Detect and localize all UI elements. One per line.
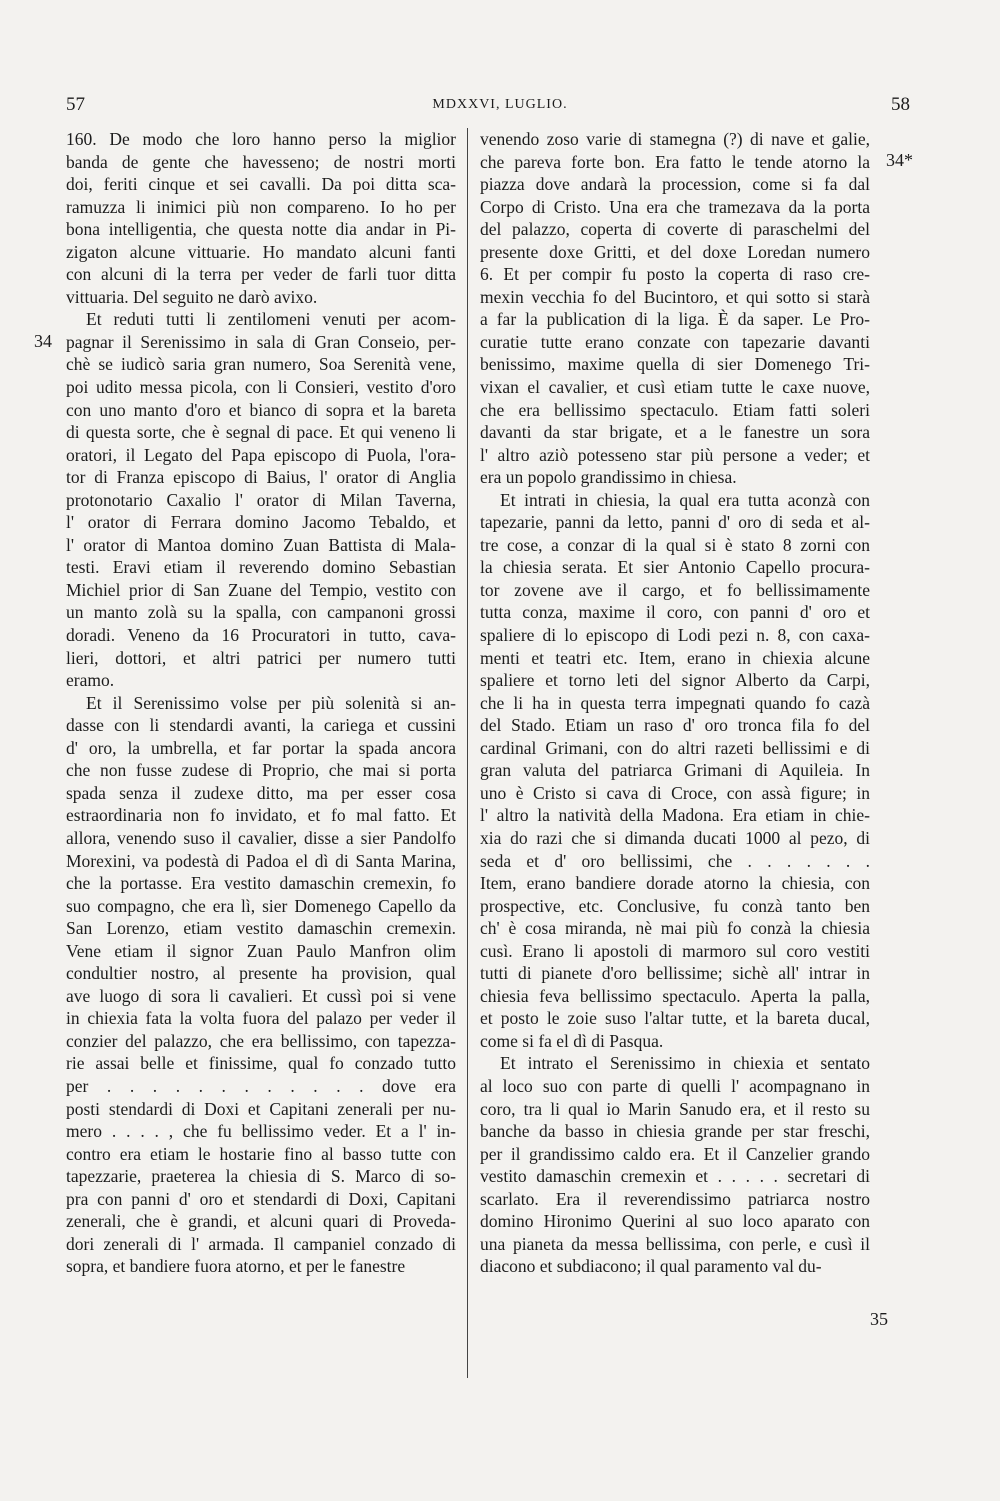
text-line: zigaton alcune vittuarie. Ho mandato alcuni fanti xyxy=(66,241,456,262)
text-line: un manto zolà su la spalla, con campanoni grossi xyxy=(66,602,456,623)
text-line: vixan el cavalier, et cusì etiam tutte le caxe nuove, xyxy=(480,377,870,398)
text-line: et posto le zoie suso l'altar tutte, et la bareta ducal, xyxy=(480,1008,870,1029)
text-line: tre cose, a conzar di la qual si è stato 8 zorni con xyxy=(480,534,870,555)
column-divider xyxy=(467,128,468,1378)
text-line: gran valuta del patriarca Grimani di Aquileia. In xyxy=(480,760,870,781)
text-line: benissimo, maxime quella di sier Domenego Tri- xyxy=(480,354,870,375)
text-line: dori zenerali di l' armada. Il campaniel conzado di xyxy=(66,1233,456,1254)
text-line: scarlato. Era il reverendissimo patriarca nostro xyxy=(480,1188,870,1209)
text-line: banda de gente che havesseno; de nostri morti xyxy=(66,151,456,172)
text-line: che li ha in questa terra impegnati quando fo cazà xyxy=(480,692,870,713)
text-line: per il grandissimo caldo era. Et il Canzelier grando xyxy=(480,1143,870,1164)
text-line: tapezarie, panni da letto, panni d' oro di seda et al- xyxy=(480,512,870,533)
text-line: Item, erano bandiere dorade atorno la chiesia, con xyxy=(480,873,870,894)
margin-number-left: 34 xyxy=(34,331,52,351)
text-line: San Lorenzo, etiam vestito damaschin cremexin. xyxy=(66,918,456,939)
text-line: che era bellissimo spectaculo. Etiam fatti soleri xyxy=(480,399,870,420)
text-line: tutti di pianete d'oro bellissime; sichè all' intrar in xyxy=(480,963,870,984)
text-line: in chiexia fata la volta fuora del palazo per veder il xyxy=(66,1008,456,1029)
text-line: poi udito messa picola, con li Consieri, vestito d'oro xyxy=(66,377,456,398)
text-line: Et intrato el Serenissimo in chiexia et sentato xyxy=(500,1053,870,1074)
text-line: a far la publication di la liga. È da saper. Le Pro- xyxy=(480,309,870,330)
text-line: vestito damaschin cremexin et . . . . . secretari di xyxy=(480,1166,870,1187)
text-line: Morexini, va podestà di Padoa el dì di Santa Marina, xyxy=(66,850,456,871)
text-line: con alcuni di la terra per veder de farli tuor ditta xyxy=(66,264,456,285)
text-line: d' oro, la umbrella, et far portar la spada ancora xyxy=(66,737,456,758)
text-line: pagnar il Serenissimo in sala di Gran Conseio, per- xyxy=(66,331,456,352)
text-line: tor di Franza episcopo di Baius, l' orator di Anglia xyxy=(66,467,456,488)
text-line: spaliere di lo episcopo di Lodi pezi n. 8, con caxa- xyxy=(480,625,870,646)
text-line: protonotario Caxalio l' orator di Milan Taverna, xyxy=(66,489,456,510)
text-line: di questa sorte, che è segnal di pace. Et qui veneno li xyxy=(66,422,456,443)
text-line: contro era etiam le hostarie fino al basso tutte con xyxy=(66,1143,456,1164)
text-line: cusì. Erano li apostoli di marmoro sul coro vestiti xyxy=(480,940,870,961)
right-column xyxy=(480,128,870,1278)
text-line: una pianeta da messa bellissima, con perle, e cusì il xyxy=(480,1233,870,1254)
text-line: condultier nostro, al presente ha provision, qual xyxy=(66,963,456,984)
text-line: curatie tutte erano conzate con tapezarie davanti xyxy=(480,331,870,352)
text-line: Corpo di Cristo. Una era che tramezava da la porta xyxy=(480,196,870,217)
text-line: allora, venendo suso il cavalier, disse a sier Pandolfo xyxy=(66,827,456,848)
text-line: venendo zoso varie di stamegna (?) di nave et galie, xyxy=(480,129,870,149)
text-line: oratori, il Legato del Papa episcopo di Puola, l'ora- xyxy=(66,444,456,465)
text-line: sopra, et bandiere fuora atorno, et per le fanestre xyxy=(66,1256,406,1277)
page-number-left: 57 xyxy=(66,94,85,115)
text-line: doradi. Veneno da 16 Procuratori in tutto, cava- xyxy=(66,625,456,646)
text-line: Et intrati in chiesia, la qual era tutta aconzà con xyxy=(500,489,870,510)
margin-number-right-34: 34* xyxy=(886,150,913,170)
text-line: eramo. xyxy=(66,670,115,691)
text-line: che non fusse zudese di Proprio, che mai si porta xyxy=(66,760,456,781)
text-line: suo compagno, che era lì, sier Domenego Capello da xyxy=(66,895,456,916)
text-line: posti stendardi di Doxi et Capitani zenerali per nu- xyxy=(66,1098,456,1119)
text-line: lieri, dottori, et altri patrici per numero tutti xyxy=(66,647,456,668)
text-line: piazza dove andarà la procession, come si fa dal xyxy=(480,174,870,195)
text-line: menti et teatri etc. Item, erano in chiexia alcune xyxy=(480,647,870,668)
text-line: davanti da star brigate, et a le fanestre un sora xyxy=(480,422,870,443)
text-line: xia do razi che si dimanda ducati 1000 al pezo, di xyxy=(480,827,870,848)
text-line: tapezzarie, praeterea la chiesia di S. Marco di so- xyxy=(66,1166,456,1187)
text-line: ramuzza li inimici più non compareno. Io ho per xyxy=(66,196,456,217)
text-line: prospective, etc. Conclusive, fu conzà tanto ben xyxy=(480,895,870,916)
text-line: Michiel prior di San Zuane del Tempio, vestito con xyxy=(66,579,456,600)
text-line: bona intelligentia, che questa notte dia andar in Pi- xyxy=(66,219,456,240)
text-line: testi. Eravi etiam il reverendo domino Sebastian xyxy=(66,557,456,578)
text-line: presente doxe Gritti, et del doxe Loredan numero xyxy=(480,241,870,262)
text-line: mexin vecchia fo del Bucintoro, et qui sotto si starà xyxy=(480,286,870,307)
text-line: era un popolo grandissimo in chiesa. xyxy=(480,467,737,488)
text-line: domino Hironimo Querini al suo loco aparato con xyxy=(480,1211,870,1232)
text-line: al loco suo con parte di quelli l' acompagnano in xyxy=(480,1075,870,1096)
text-line: spaliere et torno leti del signor Alberto da Carpi, xyxy=(480,670,870,691)
text-line: del Stado. Etiam un raso d' oro tronca fila fo del xyxy=(480,715,870,736)
text-line: diacono et subdiacono; il qual paramento val du- xyxy=(480,1256,822,1277)
text-line: del palazzo, coperta di coverte di paraschelmi del xyxy=(480,219,870,240)
text-line: Vene etiam il signor Zuan Paulo Manfron olim xyxy=(66,940,456,961)
text-line: spada senza il zudexe ditto, ma per esser cosa xyxy=(66,782,456,803)
text-line: seda et d' oro bellissimi, che . . . . . . . xyxy=(480,850,870,871)
text-line: chè se iudicò saria gran numero, Soa Serenità vene, xyxy=(66,354,456,375)
text-line: l' altro la natività della Madona. Era etiam in chie- xyxy=(480,805,870,826)
text-line: 160. De modo che loro hanno perso la miglior xyxy=(66,129,456,149)
text-line: uno è Cristo si cava di Croce, con assà figure; in xyxy=(480,782,870,803)
text-line: che pareva forte bon. Era fatto le tende atorno la xyxy=(480,151,870,172)
text-line: tutta conza, maxime il coro, con panni d' oro et xyxy=(480,602,870,623)
text-line: mero . . . . , che fu bellissimo veder. Et a l' in- xyxy=(66,1121,456,1142)
text-line: Et reduti tutti li zentilomeni venuti per acom- xyxy=(86,309,456,330)
text-line: la chiesia serata. Et sier Antonio Capello procura- xyxy=(480,557,870,578)
text-line: cardinal Grimani, con do altri razeti bellissimi e di xyxy=(480,737,870,758)
text-line: l' orator di Mantoa domino Zuan Battista di Mala- xyxy=(66,534,456,555)
text-line: coro, tra li qual io Marin Sanudo era, et il resto su xyxy=(480,1098,870,1119)
text-line: che la portasse. Era vestito damaschin cremexin, fo xyxy=(66,873,456,894)
text-line: conzier del palazzo, che era bellissimo, con tapezza- xyxy=(66,1030,456,1051)
margin-number-right-35: 35 xyxy=(870,1309,888,1329)
text-line: Et il Serenissimo volse per più solenità si an- xyxy=(86,692,456,713)
running-title: MDXXVI, LUGLIO. xyxy=(432,97,568,112)
page-number-right: 58 xyxy=(891,94,910,115)
text-line: l' altro aziò potesseno star più persone a veder; et xyxy=(480,444,870,465)
text-line: chiesia feva bellissimo spectaculo. Aperta la palla, xyxy=(480,985,870,1006)
text-line: pra con panni d' oro et stendardi di Doxi, Capitani xyxy=(66,1188,456,1209)
text-line: doi, feriti cinque et sei cavalli. Da poi ditta sca- xyxy=(66,174,456,195)
text-line: estraordinaria non fo invidato, et fo mal fatto. Et xyxy=(66,805,456,826)
text-line: rie assai belle et finissime, qual fo conzado tutto xyxy=(66,1053,456,1074)
text-line: ave luogo di sora li cavalieri. Et cussì poi si vene xyxy=(66,985,456,1006)
text-line: dasse con li stendardi avanti, la cariega et cussini xyxy=(66,715,456,736)
text-line: per . . . . . . . . . . . . dove era xyxy=(66,1075,456,1096)
left-column xyxy=(66,128,456,1278)
text-line: tor zovene ave il cargo, et fo bellissimamente xyxy=(480,579,870,600)
text-line: con uno manto d'oro et bianco di sopra et la bareta xyxy=(66,399,456,420)
text-line: vittuaria. Del seguito ne darò avixo. xyxy=(66,286,318,307)
text-line: come si fa el dì di Pasqua. xyxy=(480,1030,664,1051)
text-line: ch' è cosa miranda, nè mai più fo conzà la chiesia xyxy=(480,918,870,939)
text-line: l' orator di Ferrara domino Jacomo Tebaldo, et xyxy=(66,512,456,533)
text-line: 6. Et per compir fu posto la coperta di raso cre- xyxy=(480,264,870,285)
text-line: banche da basso in chiesia grande per star freschi, xyxy=(480,1121,870,1142)
text-line: zenerali, che è grandi, et alcuni quari di Proveda- xyxy=(66,1211,456,1232)
